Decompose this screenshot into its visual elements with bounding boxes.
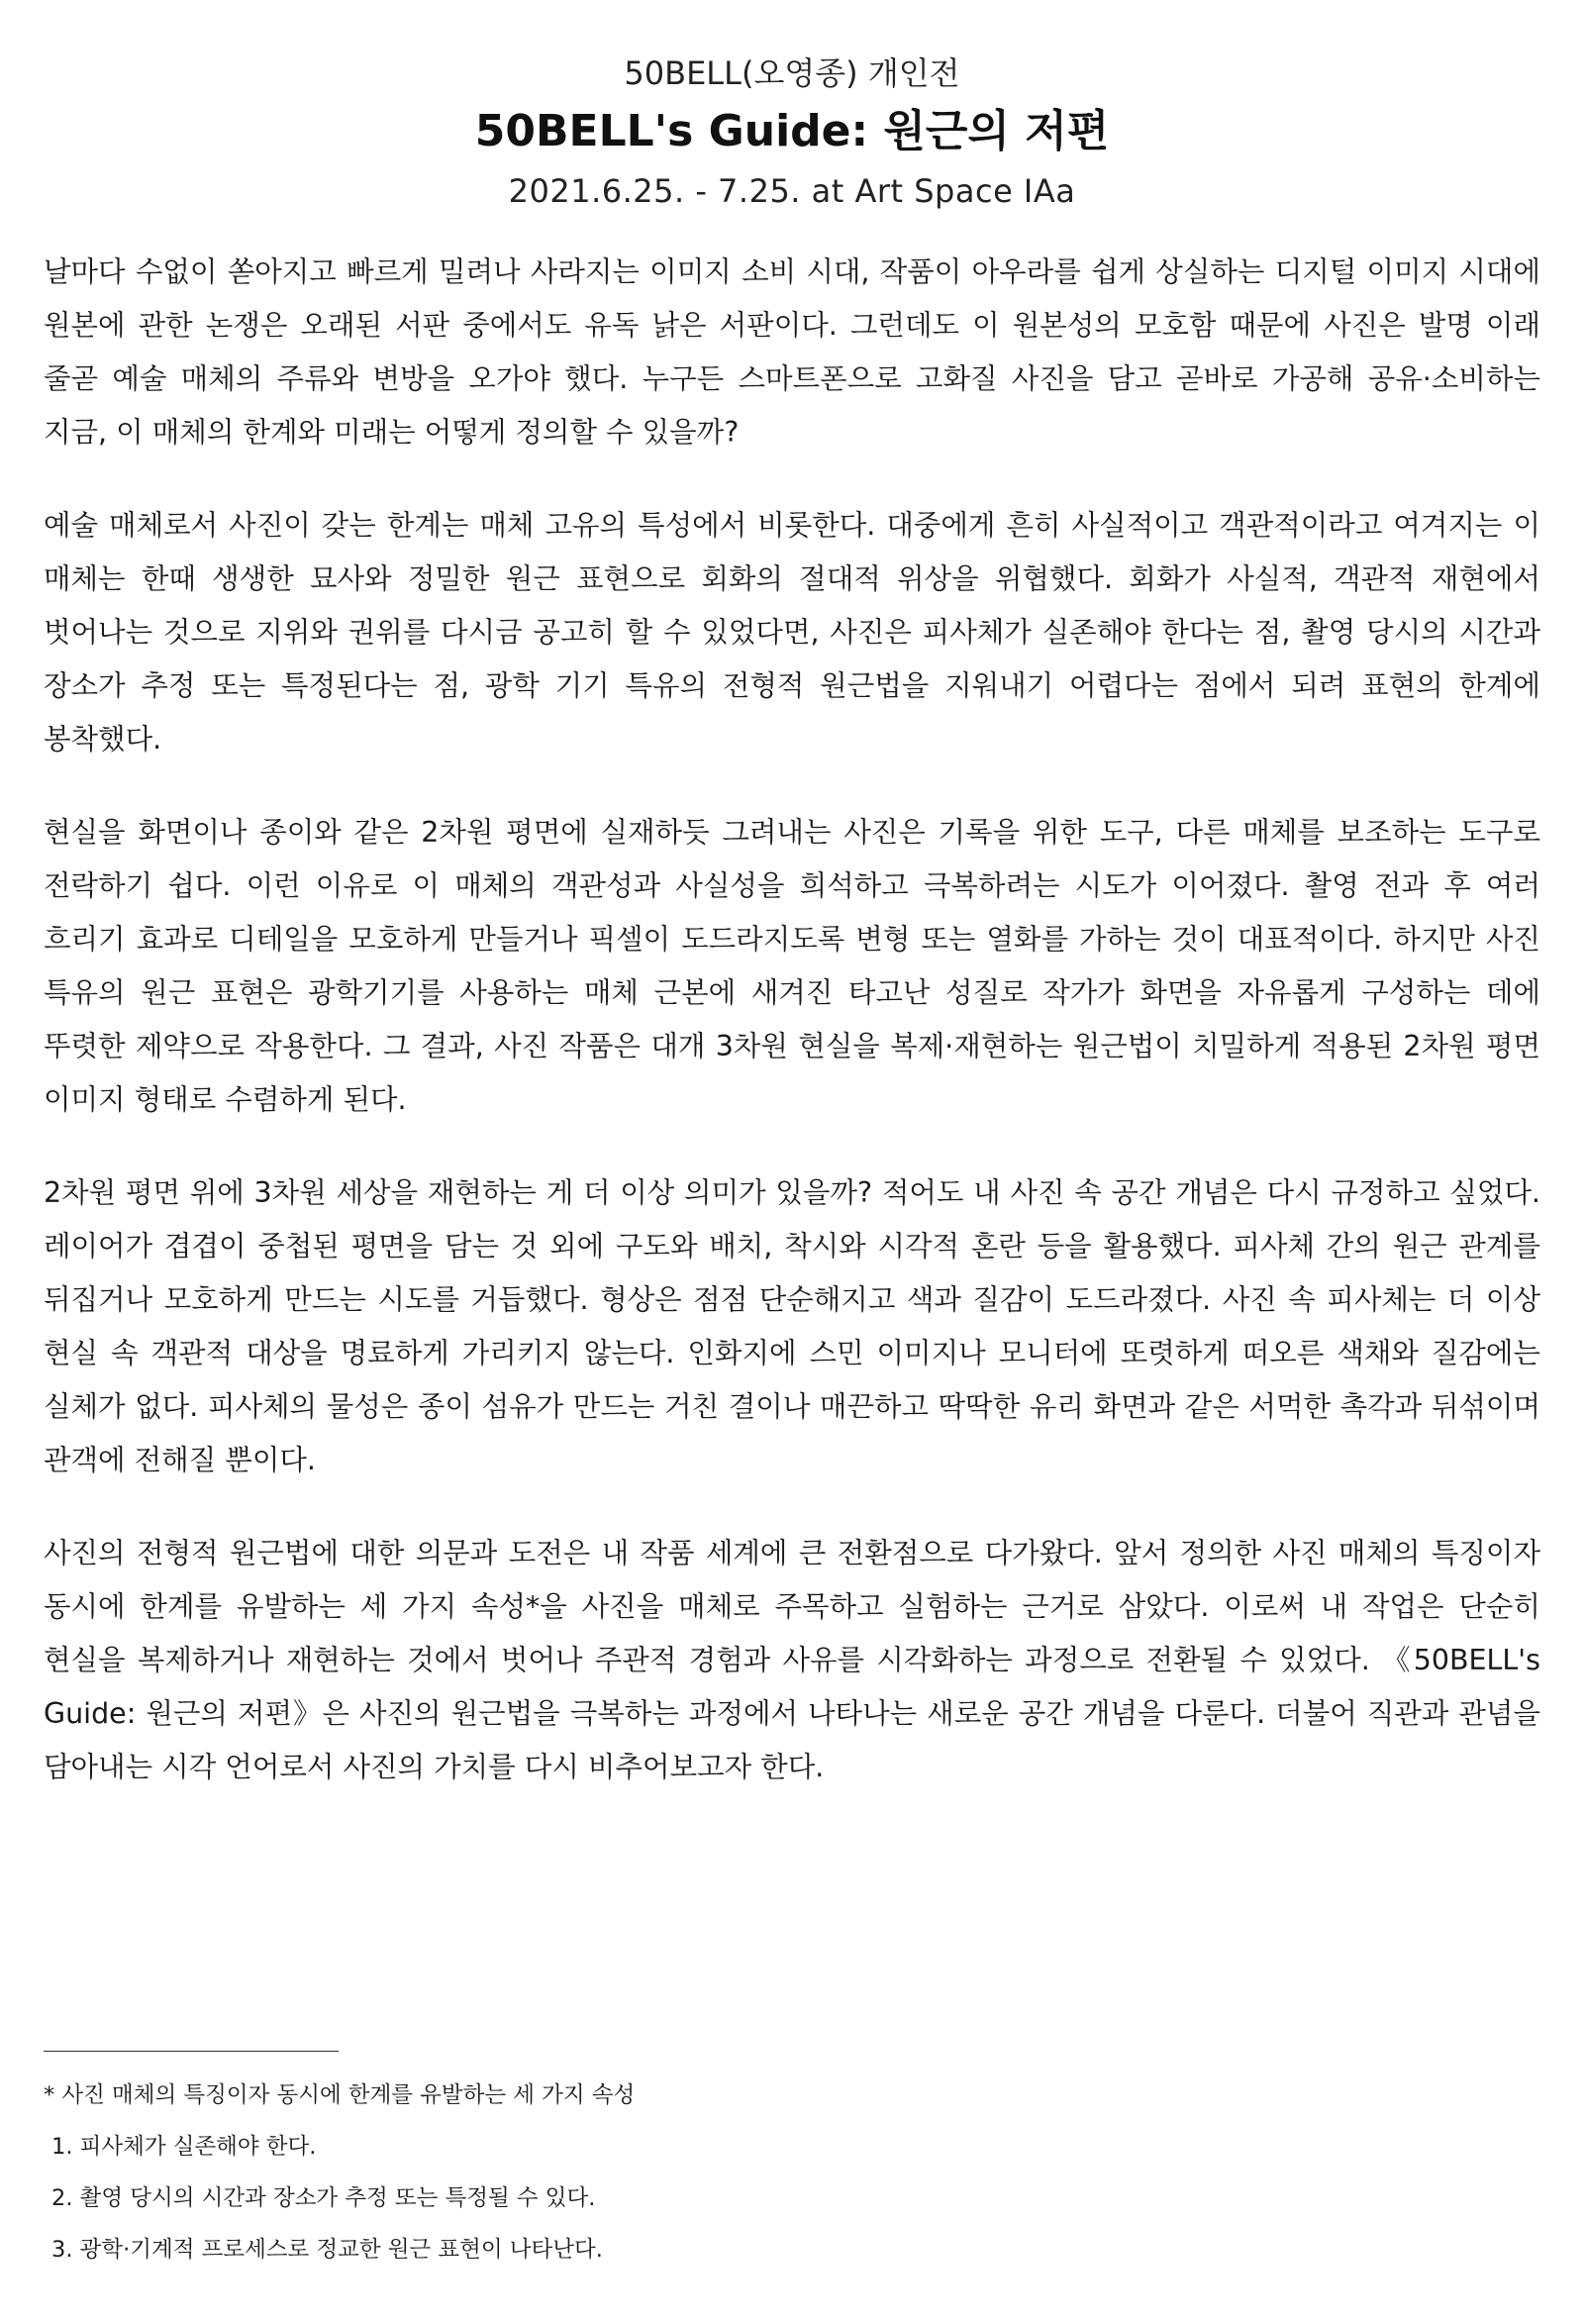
exhibition-title: 50BELL's Guide: 원근의 저편 <box>474 106 1110 156</box>
exhibition-header <box>0 51 1584 214</box>
paragraph: 예술 매체로서 사진이 갖는 한계는 매체 고유의 특성에서 비롯한다. 대중에게 흔히 사실적이고 객관적이라고 여겨지는 이 매체는 한때 생생한 묘사와 정밀한 원근 표현으로 회화의 절대적 위상을 위협했다. 회화가 사실적, 객관적 재현에서 벗어나는 것으로 지위와 권위를 다시금 공고히 할 수 있었다면, 사진은 피사체가 실존해야 한다는 점, 촬영 당시의 시간과 장소가 추정 또는 특정된다는 점, 광학 기기 특유의 전형적 원근법을 지워내기 어렵다는 점에서 되려 표현의 한계에 봉착했다. <box>44 509 1540 756</box>
exhibition-dates: 2021.6.25. - 7.25. at Art Space IAa <box>508 172 1076 210</box>
footnote-heading: * 사진 매체의 특징이자 동시에 한계를 유발하는 세 가지 속성 <box>44 2082 636 2108</box>
paragraph: 사진의 전형적 원근법에 대한 의문과 도전은 내 작품 세계에 큰 전환점으로 다가왔다. 앞서 정의한 사진 매체의 특징이자 동시에 한계를 유발하는 세 가지 속성*을 사진을 매체로 주목하고 실험하는 근거로 삼았다. 이로써 내 작업은 단순히 현실을 복제하거나 재현하는 것에서 벗어나 주관적 경험과 사유를 시각화하는 과정으로 전환될 수 있었다. 《50BELL's Guide: 원근의 저편》은 사진의 원근법을 극복하는 과정에서 나타나는 새로운 공간 개념을 다룬다. 더불어 직관과 관념을 담아내는 시각 언어로서 사진의 가치를 다시 비추어보고자 한다. <box>44 1537 1540 1783</box>
footnote-item: 1. 피사체가 실존해야 한다. <box>51 2134 317 2160</box>
footnote-item: 3. 광학·기계적 프로세스로 정교한 원근 표현이 나타난다. <box>51 2237 603 2263</box>
footnote-item: 2. 촬영 당시의 시간과 장소가 추정 또는 특정될 수 있다. <box>51 2185 596 2211</box>
paragraph: 날마다 수없이 쏟아지고 빠르게 밀려나 사라지는 이미지 소비 시대, 작품이 아우라를 쉽게 상실하는 디지털 이미지 시대에 원본에 관한 논쟁은 오래된 서판 중에서도 유독 낡은 서판이다. 그런데도 이 원본성의 모호함 때문에 사진은 발명 이래 줄곧 예술 매체의 주류와 변방을 오가야 했다. 누구든 스마트폰으로 고화질 사진을 담고 곧바로 가공해 공유·소비하는 지금, 이 매체의 한계와 미래는 어떻게 정의할 수 있을까? <box>44 255 1540 449</box>
paragraph: 2차원 평면 위에 3차원 세상을 재현하는 게 더 이상 의미가 있을까? 적어도 내 사진 속 공간 개념은 다시 규정하고 싶었다. 레이어가 겹겹이 중첩된 평면을 담는 것 외에 구도와 배치, 착시와 시각적 혼란 등을 활용했다. 피사체 간의 원근 관계를 뒤집거나 모호하게 만드는 시도를 거듭했다. 형상은 점점 단순해지고 색과 질감이 도드라졌다. 사진 속 피사체는 더 이상 현실 속 객관적 대상을 명료하게 가리키지 않는다. 인화지에 스민 이미지나 모니터에 또렷하게 떠오른 색채와 질감에는 실체가 없다. 피사체의 물성은 종이 섬유가 만드는 거친 결이나 매끈하고 딱딱한 유리 화면과 같은 서먹한 촉각과 뒤섞이며 관객에 전해질 뿐이다. <box>44 1176 1540 1476</box>
paragraph: 현실을 화면이나 종이와 같은 2차원 평면에 실재하듯 그려내는 사진은 기록을 위한 도구, 다른 매체를 보조하는 도구로 전락하기 쉽다. 이런 이유로 이 매체의 객관성과 사실성을 희석하고 극복하려는 시도가 이어졌다. 촬영 전과 후 여러 흐리기 효과로 디테일을 모호하게 만들거나 픽셀이 도드라지도록 변형 또는 열화를 가하는 것이 대표적이다. 하지만 사진 특유의 원근 표현은 광학기기를 사용하는 매체 근본에 새겨진 타고난 성질로 작가가 화면을 자유롭게 구성하는 데에 뚜렷한 제약으로 작용한다. 그 결과, 사진 작품은 대개 3차원 현실을 복제·재현하는 원근법이 치밀하게 적용된 2차원 평면 이미지 형태로 수렴하게 된다. <box>44 816 1540 1116</box>
footnote-divider <box>44 2051 339 2052</box>
statement-body <box>44 246 1540 1794</box>
footnote <box>44 2070 1540 2275</box>
exhibition-subtitle: 50BELL(오영종) 개인전 <box>624 54 960 92</box>
